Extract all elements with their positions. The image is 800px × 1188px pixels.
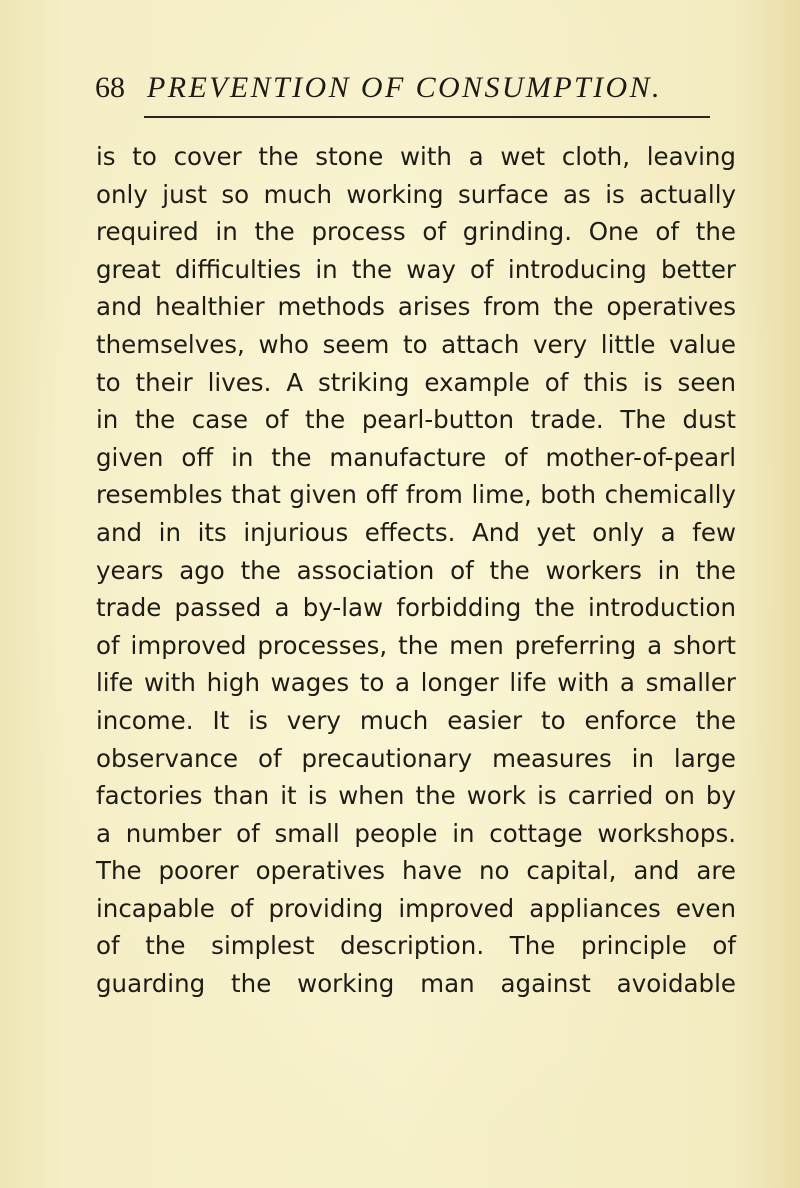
text-line: and in its injurious effects. And yet only a few xyxy=(96,517,736,547)
text-line: themselves, who seem to attach very little value xyxy=(96,329,736,359)
text-line: a number of small people in cottage workshops. xyxy=(96,818,736,848)
text-line: trade passed a by-law forbidding the introduction xyxy=(96,593,736,623)
text-line: years ago the association of the workers in the xyxy=(96,555,736,585)
text-line: resembles that given off from lime, both chemically xyxy=(96,480,736,510)
text-line: to their lives. A striking example of this is seen xyxy=(96,367,736,397)
running-title: PREVENTION OF CONSUMPTION. xyxy=(147,71,662,104)
text-line: required in the process of grinding. One of the xyxy=(96,217,736,247)
text-line: given off in the manufacture of mother-of-pearl xyxy=(96,442,736,472)
page-header xyxy=(95,68,715,108)
text-line: factories than it is when the work is carried on by xyxy=(96,781,736,811)
text-line: life with high wages to a longer life with a smaller xyxy=(96,668,736,698)
text-line: only just so much working surface as is actually xyxy=(96,179,736,209)
text-line: observance of precautionary measures in large xyxy=(96,743,736,773)
text-line: guarding the working man against avoidable xyxy=(96,969,736,999)
text-line: The poorer operatives have no capital, and are xyxy=(96,856,736,886)
text-line: in the case of the pearl-button trade. The dust xyxy=(96,405,736,435)
text-line: of the simplest description. The principle of xyxy=(96,931,736,961)
text-line: and healthier methods arises from the operatives xyxy=(96,292,736,322)
text-line: of improved processes, the men preferring a short xyxy=(96,630,736,660)
text-line: is to cover the stone with a wet cloth, leaving xyxy=(96,142,736,171)
page-number: 68 xyxy=(95,71,125,104)
text-line: great difficulties in the way of introducing better xyxy=(96,254,736,284)
header-rule xyxy=(144,116,710,118)
text-line: income. It is very much easier to enforce the xyxy=(96,705,736,735)
body-paragraph xyxy=(96,138,736,1003)
text-line: incapable of providing improved appliances even xyxy=(96,893,736,923)
